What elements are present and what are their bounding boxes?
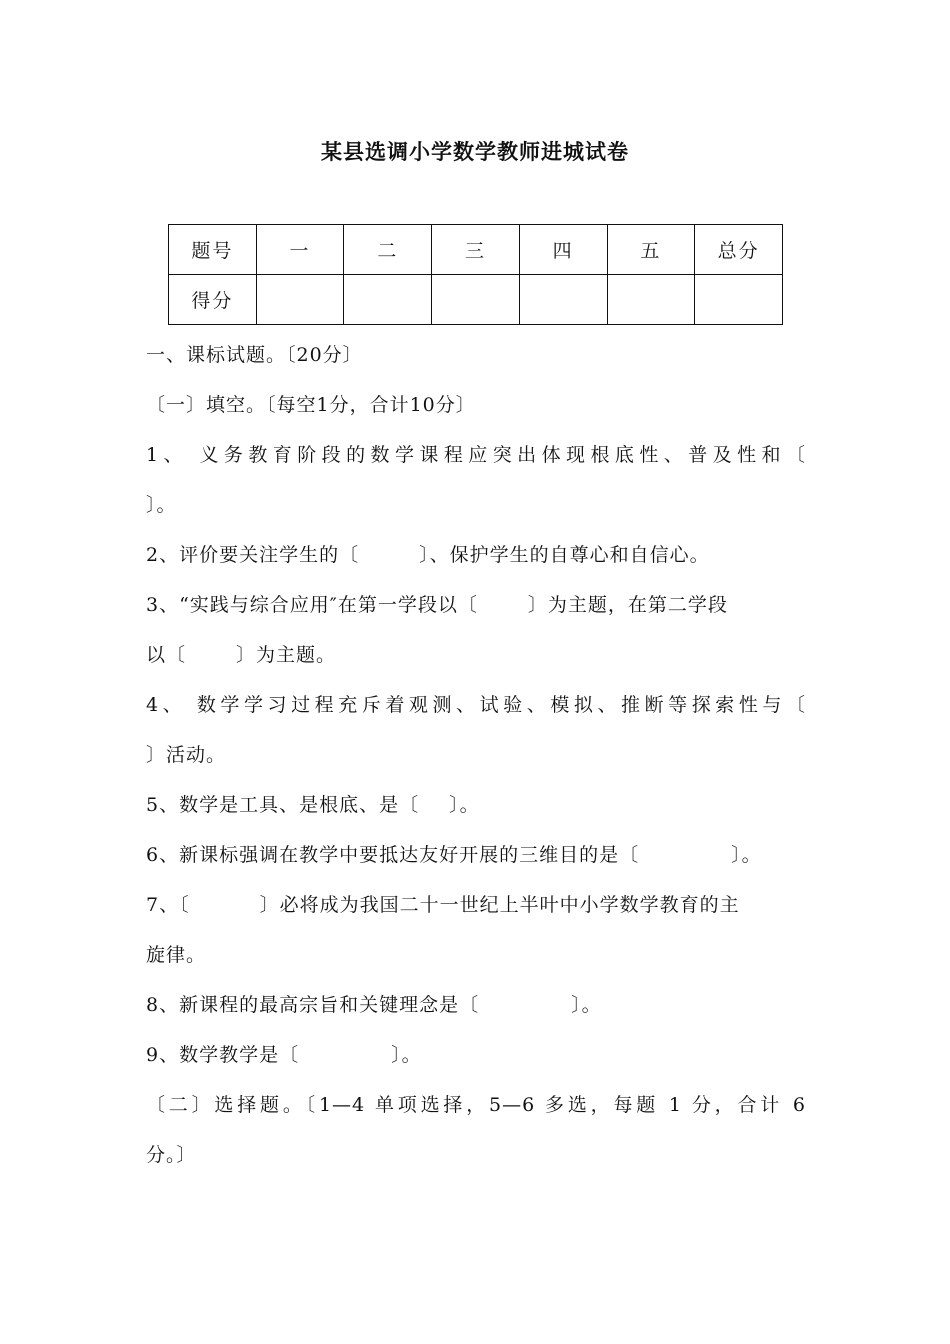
- table-row: [169, 275, 783, 325]
- question-3-cont: 以〔 〕为主题。: [146, 644, 337, 666]
- table-cell: 得分: [169, 275, 257, 325]
- question-7-cont: 旋律。: [146, 944, 207, 966]
- question-1: 1、 义务教育阶段的数学课程应突出体现根底性、普及性和〔: [146, 444, 806, 466]
- table-cell: 三: [432, 225, 520, 275]
- table-cell: 四: [519, 225, 607, 275]
- section-heading: 一、课标试题。〔20分〕: [146, 344, 363, 366]
- table-cell: 五: [607, 225, 695, 275]
- question-3: 3、“实践与综合应用″在第一学段以〔 〕为主题，在第二学段: [146, 594, 728, 616]
- table-row: [169, 225, 783, 275]
- question-9: 9、数学教学是〔 〕。: [146, 1044, 422, 1066]
- score-cell[interactable]: [256, 275, 344, 325]
- score-cell[interactable]: [695, 275, 783, 325]
- table-cell: 总分: [695, 225, 783, 275]
- question-4-cont: 〕活动。: [146, 744, 227, 766]
- question-6: 6、新课标强调在教学中要抵达友好开展的三维目的是〔 〕。: [146, 844, 762, 866]
- subsection-heading: 〔一〕填空。〔每空1分，合计10分〕: [146, 394, 476, 416]
- score-cell[interactable]: [432, 275, 520, 325]
- table-cell: 一: [256, 225, 344, 275]
- question-8: 8、新课程的最高宗旨和关键理念是〔 〕。: [146, 994, 602, 1016]
- question-2: 2、评价要关注学生的〔 〕、保护学生的自尊心和自信心。: [146, 544, 710, 566]
- score-cell[interactable]: [607, 275, 695, 325]
- subsection-heading-2: 〔二〕选择题。〔1—4 单项选择，5—6 多选，每题 1 分，合计 6: [146, 1094, 806, 1116]
- question-7: 7、〔 〕必将成为我国二十一世纪上半叶中小学数学教育的主: [146, 894, 740, 916]
- score-cell[interactable]: [519, 275, 607, 325]
- subsection-heading-2-cont: 分。〕: [146, 1144, 197, 1166]
- table-cell: 二: [344, 225, 432, 275]
- score-table: [168, 224, 783, 325]
- question-5: 5、数学是工具、是根底、是〔 〕。: [146, 794, 480, 816]
- question-4: 4、 数学学习过程充斥着观测、试验、模拟、推断等探索性与〔: [146, 694, 806, 716]
- table-cell: 题号: [169, 225, 257, 275]
- score-cell[interactable]: [344, 275, 432, 325]
- question-1-cont: 〕。: [146, 494, 177, 516]
- page-title: 某县选调小学数学教师进城试卷: [321, 139, 629, 164]
